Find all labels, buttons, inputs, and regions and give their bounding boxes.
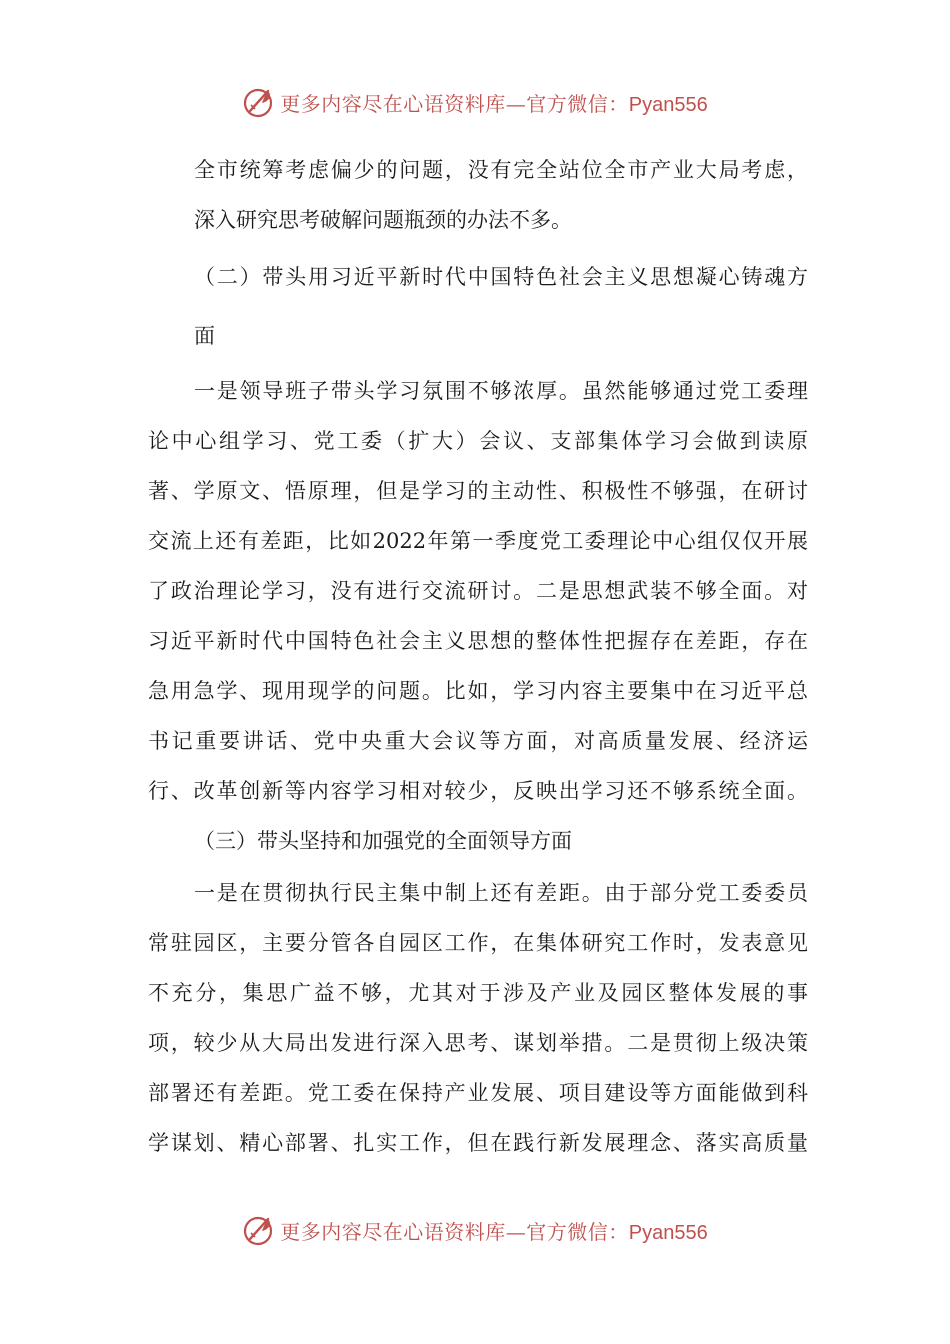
quill-seal-logo-icon <box>242 1213 276 1247</box>
para2-line-3: 著、学原文、悟原理，但是学习的主动性、积极性不够强，在研讨 <box>148 479 808 503</box>
heading2-line-2: 面 <box>194 324 215 348</box>
watermark-banner-top <box>0 82 950 122</box>
para3-line-1: 一是在贯彻执行民主集中制上还有差距。由于部分党工委委员 <box>194 881 808 905</box>
para3-line-4: 项，较少从大局出发进行深入思考、谋划举措。二是贯彻上级决策 <box>148 1031 808 1055</box>
watermark-banner-bottom <box>0 1210 950 1250</box>
quill-seal-logo-icon <box>242 85 276 119</box>
para2-line-7: 急用急学、现用现学的问题。比如，学习内容主要集中在习近平总 <box>148 679 808 703</box>
watermark-label: 更多内容尽在心语资料库—官方微信： <box>280 91 629 116</box>
section1-tail-line-1: 全市统筹考虑偏少的问题，没有完全站位全市产业大局考虑， <box>194 158 808 182</box>
para2-line-9: 行、改革创新等内容学习相对较少，反映出学习还不够系统全面。 <box>148 779 808 803</box>
watermark-text <box>280 88 707 117</box>
para2-line-6: 习近平新时代中国特色社会主义思想的整体性把握存在差距，存在 <box>148 629 808 653</box>
para3-line-6: 学谋划、精心部署、扎实工作，但在践行新发展理念、落实高质量 <box>148 1131 808 1155</box>
para2-line-8: 书记重要讲话、党中央重大会议等方面，对高质量发展、经济运 <box>148 729 808 753</box>
heading3: （三）带头坚持和加强党的全面领导方面 <box>194 829 572 853</box>
watermark-wechat-id: Pyan556 <box>628 1221 708 1244</box>
watermark-wechat-id: Pyan556 <box>628 93 708 116</box>
section1-tail-line-2: 深入研究思考破解问题瓶颈的办法不多。 <box>194 208 572 232</box>
heading2-line-1: （二）带头用习近平新时代中国特色社会主义思想凝心铸魂方 <box>194 265 808 289</box>
para2-line-5: 了政治理论学习，没有进行交流研讨。二是思想武装不够全面。对 <box>148 579 808 603</box>
watermark-text <box>280 1216 707 1245</box>
para3-line-2: 常驻园区，主要分管各自园区工作，在集体研究工作时，发表意见 <box>148 931 808 955</box>
para2-line-4: 交流上还有差距，比如2022年第一季度党工委理论中心组仅仅开展 <box>148 529 808 553</box>
para2-line-1: 一是领导班子带头学习氛围不够浓厚。虽然能够通过党工委理 <box>194 379 808 403</box>
para3-line-3: 不充分，集思广益不够，尤其对于涉及产业及园区整体发展的事 <box>148 981 808 1005</box>
para2-line-2: 论中心组学习、党工委（扩大）会议、支部集体学习会做到读原 <box>148 429 808 453</box>
watermark-label: 更多内容尽在心语资料库—官方微信： <box>280 1219 629 1244</box>
para3-line-5: 部署还有差距。党工委在保持产业发展、项目建设等方面能做到科 <box>148 1081 808 1105</box>
